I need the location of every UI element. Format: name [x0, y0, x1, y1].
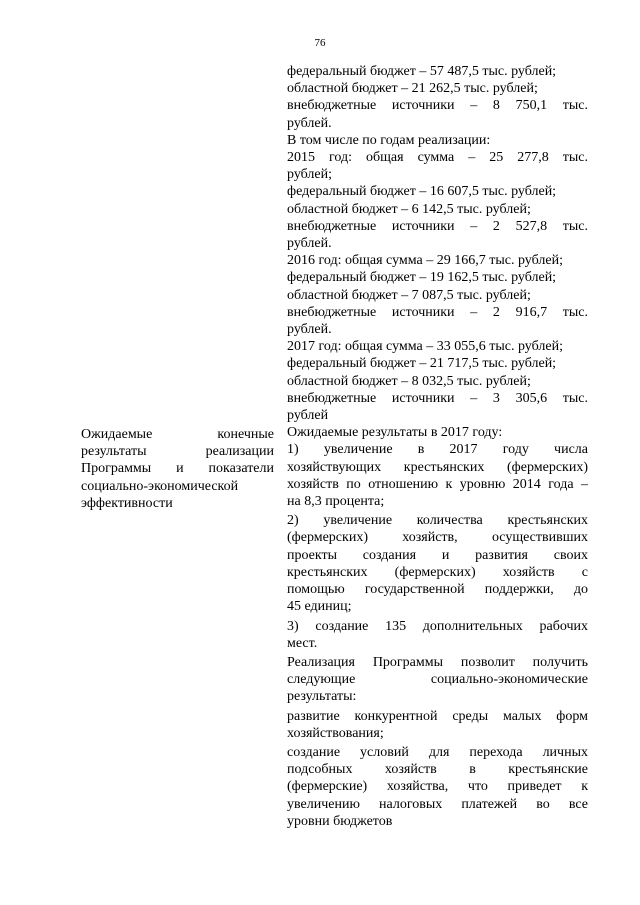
results-intro: Ожидаемые результаты в 2017 году: — [287, 425, 503, 441]
funding-line: внебюджетные источники – 8 750,1 тыс. — [287, 98, 588, 114]
label-line: Ожидаемые конечные — [81, 427, 274, 442]
funding-line: областной бюджет – 6 142,5 тыс. рублей; — [287, 201, 531, 217]
socio-intro — [287, 654, 588, 706]
result-line: (фермерских) хозяйств, осуществивших — [287, 530, 588, 546]
result-line: крестьянских (фермерских) хозяйств с — [287, 564, 588, 580]
socio-line: (фермерские) хозяйства, что приведет к — [287, 779, 588, 795]
result-item — [287, 441, 588, 510]
section-content — [287, 63, 588, 830]
funding-line: 2015 год: общая сумма – 25 277,8 тыс. — [287, 150, 588, 166]
funding-line: внебюджетные источники – 3 305,6 тыс. — [287, 390, 588, 406]
funding-block — [287, 63, 588, 424]
funding-line: внебюджетные источники – 2 916,7 тыс. — [287, 304, 588, 320]
socio-line: уровни бюджетов — [287, 813, 393, 829]
result-line: 1) увеличение в 2017 году числа — [287, 442, 588, 458]
result-line: 3) создание 135 дополнительных рабочих — [287, 618, 588, 634]
results-block — [287, 424, 588, 830]
funding-line: В том числе по годам реализации: — [287, 132, 491, 148]
label-line: эффективности — [81, 495, 173, 511]
label-line: результаты реализации — [81, 444, 274, 460]
funding-line: федеральный бюджет – 16 607,5 тыс. рублей; — [287, 184, 557, 200]
funding-line: федеральный бюджет – 57 487,5 тыс. рублей; — [287, 64, 557, 79]
funding-line: федеральный бюджет – 21 717,5 тыс. рублей; — [287, 356, 557, 372]
funding-line: областной бюджет – 21 262,5 тыс. рублей; — [287, 81, 538, 97]
result-line: хозяйств по отношению к уровню 2014 года – — [287, 476, 588, 492]
result-line: 2) увеличение количества крестьянских — [287, 513, 588, 529]
funding-line: рублей; — [287, 167, 332, 183]
result-line: помощью государственной поддержки, до — [287, 582, 588, 598]
funding-line: 2017 год: общая сумма – 33 055,6 тыс. рублей; — [287, 339, 563, 355]
result-item — [287, 618, 588, 652]
funding-line: областной бюджет – 7 087,5 тыс. рублей; — [287, 287, 531, 303]
funding-line: внебюджетные источники – 2 527,8 тыс. — [287, 218, 588, 234]
socio-line: результаты: — [287, 689, 357, 705]
socio-line: увеличению налоговых платежей во все — [287, 796, 588, 812]
funding-line: федеральный бюджет – 19 162,5 тыс. рублей; — [287, 270, 557, 286]
socio-line: Реализация Программы позволит получить — [287, 654, 588, 670]
result-line: мест. — [287, 635, 318, 651]
socio-item — [287, 708, 588, 742]
socio-line: создание условий для перехода личных — [287, 744, 588, 760]
socio-line: подсобных хозяйств в крестьянские — [287, 762, 588, 778]
result-item — [287, 512, 588, 615]
label-line: Программы и показатели — [81, 461, 274, 477]
page-number: 76 — [314, 37, 326, 49]
section-label — [81, 426, 274, 512]
socio-line: хозяйствования; — [287, 725, 384, 741]
funding-line: рублей. — [287, 236, 332, 252]
socio-line: следующие социально-экономические — [287, 672, 588, 688]
label-line: социально-экономической — [81, 478, 239, 494]
socio-line: развитие конкурентной среды малых форм — [287, 708, 588, 724]
socio-item — [287, 744, 588, 830]
funding-line: рублей. — [287, 322, 332, 338]
result-line: хозяйствующих крестьянских (фермерских) — [287, 459, 588, 475]
funding-line: рублей. — [287, 115, 332, 131]
funding-line: областной бюджет – 8 032,5 тыс. рублей; — [287, 373, 531, 389]
funding-line: рублей — [287, 408, 329, 424]
result-line: 45 единиц; — [287, 599, 352, 615]
result-line: проекты создания и развития своих — [287, 547, 588, 563]
result-line: на 8,3 процента; — [287, 494, 385, 510]
funding-line: 2016 год: общая сумма – 29 166,7 тыс. рублей; — [287, 253, 563, 269]
